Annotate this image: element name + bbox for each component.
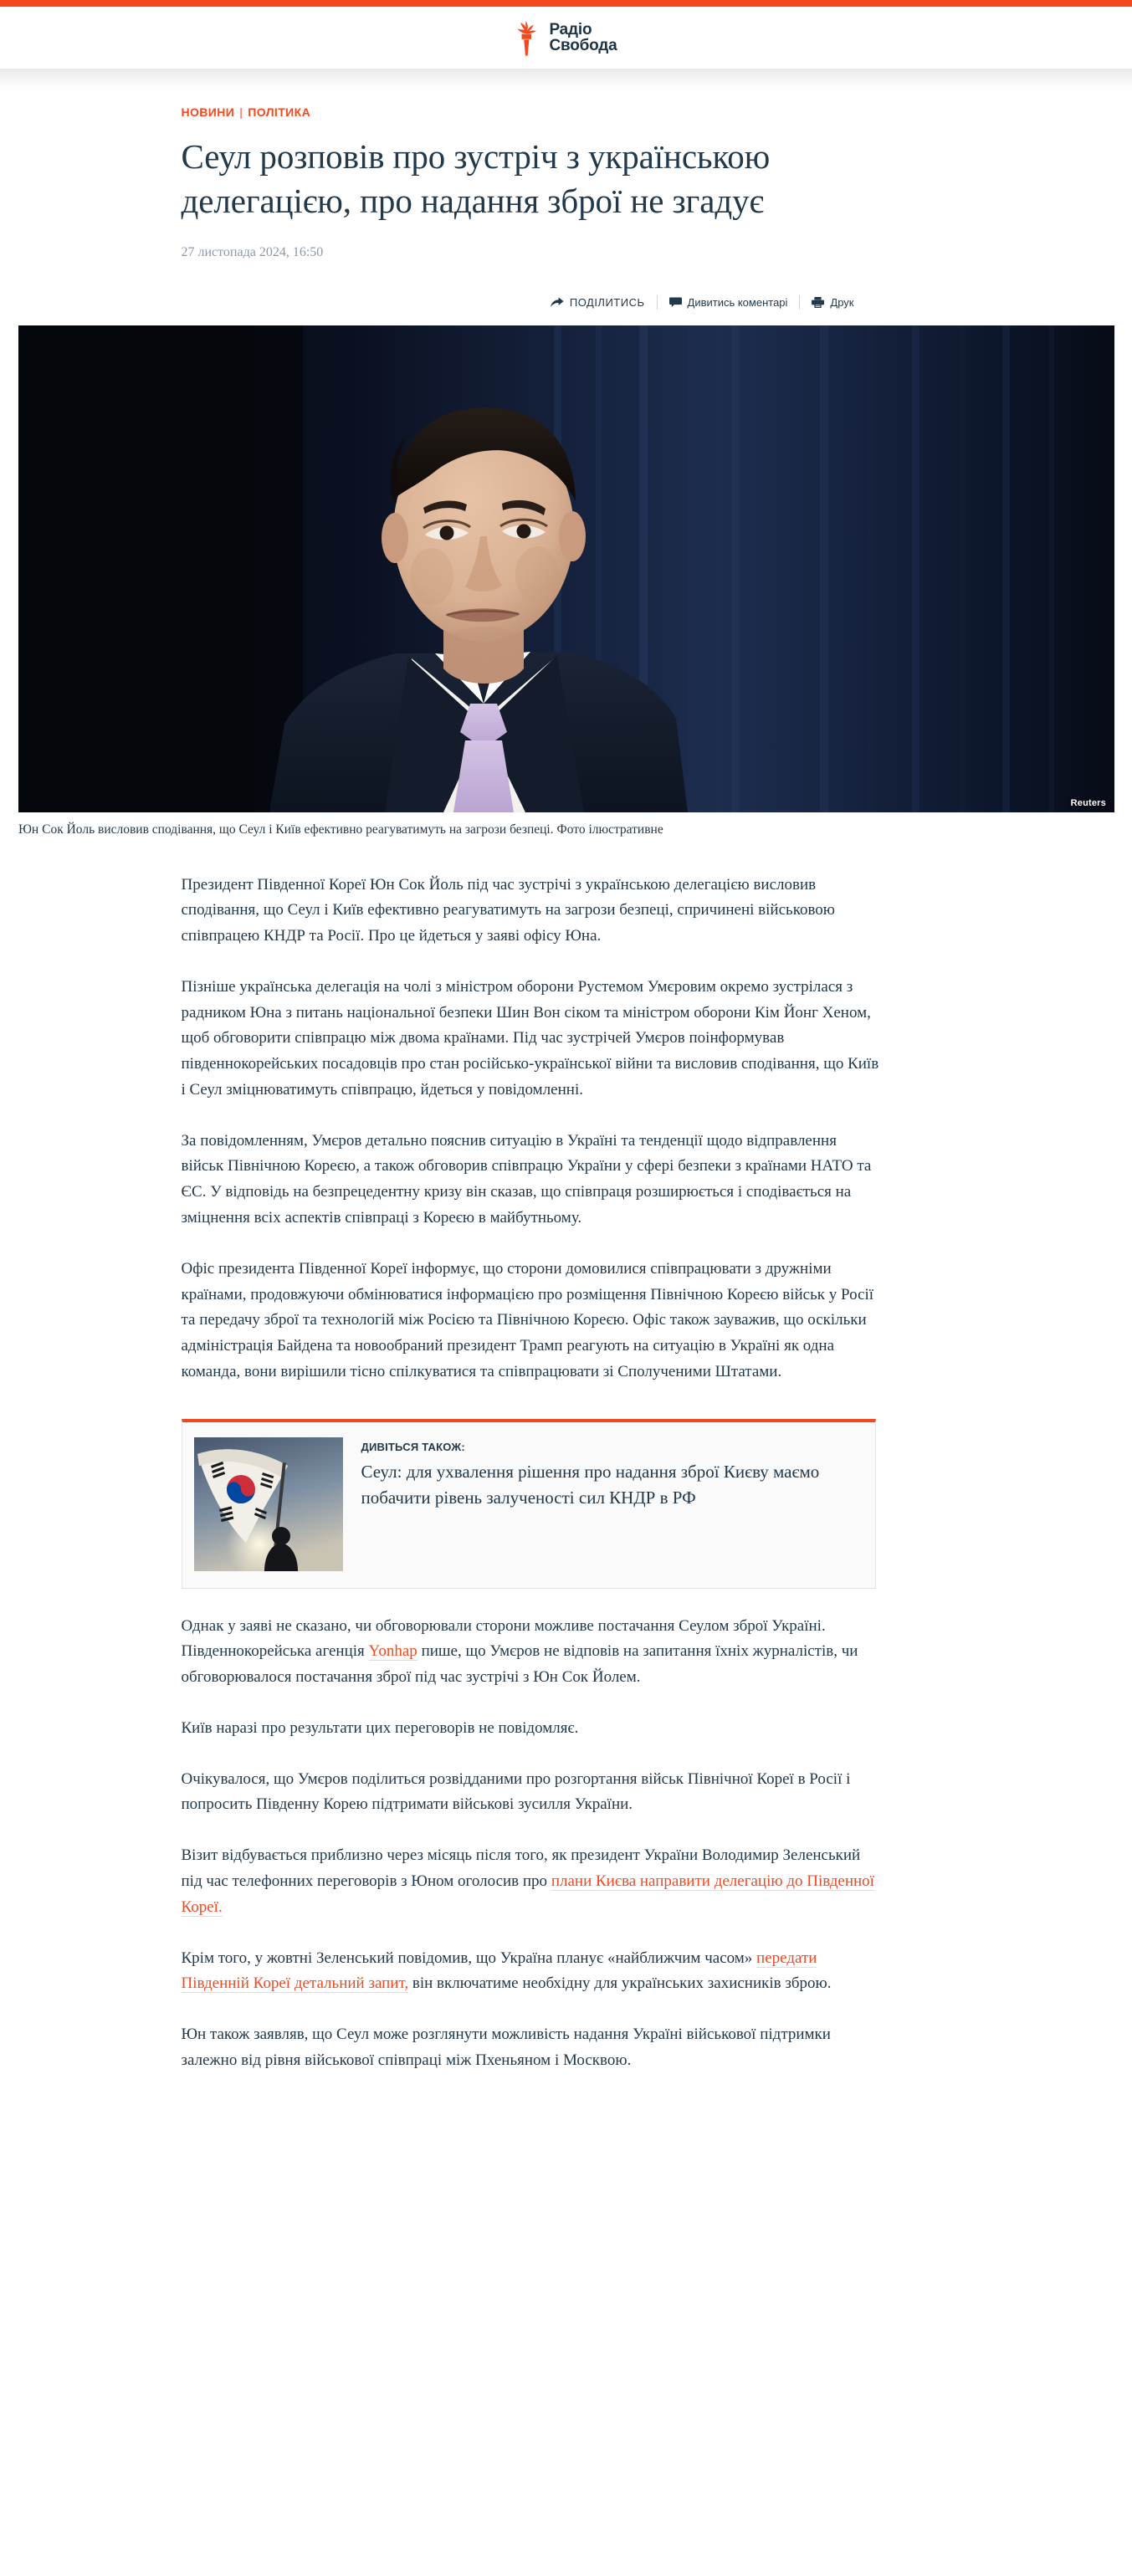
article-text [173,873,960,2074]
paragraph-text: він включатиме необхідну для українських захисників зброю. [408,1974,832,1993]
paragraph [182,1716,880,1742]
photo-credit: Reuters [1070,797,1106,808]
paragraph [182,1614,880,1691]
related-article-thumbnail [194,1437,343,1571]
yonhap-link[interactable]: Yonhap [368,1642,417,1661]
detailed-request-link[interactable]: передати Південній Кореї детальний запит, [181,1949,817,1993]
publish-date: 27 листопада 2024, 16:50 [181,244,324,259]
hero-caption: Юн Сок Йоль висловив сподівання, що Сеул і Київ ефективно реагуватимуть на загрози безпеці. Фото ілюстративне [18,822,663,837]
paragraph [182,1946,880,1998]
south-korea-flag-image [194,1437,343,1571]
paragraph-text: Однак у заяві не сказано, чи обговорювали сторони можливе постачання Сеулом зброї Україні. Південнокорейська агенція [181,1616,826,1661]
related-article-title[interactable]: Сеул: для ухвалення рішення про надання зброї Києву маємо побачити рівень залученості сил КНДР в РФ [361,1461,820,1508]
logo-line-2: Свобода [549,37,617,54]
print-button-label: Друк [830,295,854,309]
top-accent-bar [0,0,1132,7]
comment-bubble-icon [669,297,682,307]
paragraph-text: Президент Південної Кореї Юн Сок Йоль під час зустрічі з українською делегацією висловив сподівання, що Сеул і Київ ефективно реагуватимуть на загрози безпеці, спричинені військовою співпрацею КНДР та Росії. Про це йдеться у заяві офісу Юна. [181,875,836,945]
print-button[interactable] [800,296,865,309]
comments-button[interactable] [658,296,800,309]
comments-button-label: Дивитись коментарі [687,295,788,309]
share-arrow-icon [551,297,564,308]
paragraph-text: пише, що Умєров не відповів на запитання їхніх журналістів, чи обговорювалося постачання зброї під час зустрічі з Юн Сок Йолем. [181,1642,858,1687]
paragraph [182,1129,880,1232]
breadcrumb-section-politics[interactable]: ПОЛІТИКА [248,105,311,119]
paragraph [182,873,880,950]
breadcrumb-section-news[interactable]: НОВИНИ [181,105,235,119]
paragraph-text: Юн також заявляв, що Сеул може розглянути можливість надання Україні військової підтримки залежно від рівня військової співпраці між Пхеньяном і Москвою. [181,2025,831,2069]
masthead-divider-strip [0,69,1132,90]
paragraph-text: Пізніше українська делегація на чолі з міністром оборони Рустемом Умєровим окремо зустрілася з радником Юна з питань національної безпеки Шин Вон сіком та міністром оборони Кім Йонг Хеном, щоб обговорити співпрацю між двома країнами. Під час зустрічей Умєров поінформував південнокорейських посадовців про стан російсько-української війни та висловив сподівання, що Київ і Сеул зміцнюватимуть співпрацю, йдеться у повідомленні. [181,977,879,1099]
paragraph [182,1843,880,1920]
torch-flame-icon [515,18,543,57]
share-button-label: ПОДІЛИТИСЬ [569,295,645,309]
hero-image [18,325,1114,812]
paragraph [182,975,880,1104]
paragraph [182,1767,880,1819]
printer-icon [812,297,824,308]
logo-line-1: Радіо [549,20,592,38]
site-logo[interactable] [515,18,617,57]
share-bar [182,295,960,310]
related-article-card[interactable] [182,1419,876,1589]
page-title: Сеул розповів про зустріч з українською делегацією, про надання зброї не згадує [181,137,771,221]
article-body [0,105,1132,2107]
paragraph-text: За повідомленням, Умєров детально пояснив ситуацію в Україні та тенденції щодо відправлення військ Північною Кореєю, а також обговорив співпрацю України у сфері безпеки з країнами НАТО та ЄС. У відповідь на безпрецедентну кризу він сказав, що співпраця розширюється і сподівається на зміцнення всіх аспектів співпраці з Кореєю в майбутньому. [181,1131,872,1227]
breadcrumb [182,105,960,119]
paragraph [182,1257,880,1385]
related-article-body [361,1437,830,1571]
paragraph-text: Візит відбувається приблизно через місяць після того, як президент України Володимир Зеленський під час телефонних переговорів з Юном оголосив про [181,1846,861,1890]
paragraph-text: Крім того, у жовтні Зеленський повідомив, що Україна планує «найближчим часом» [181,1949,757,1967]
kyiv-delegation-link[interactable]: плани Києва направити делегацію до Південної Кореї. [181,1872,874,1916]
breadcrumb-separator: | [239,105,243,119]
paragraph-text: Очікувалося, що Умєров поділиться розвідданими про розгортання військ Північної Кореї в Росії і попросить Південну Корею підтримати військові зусилля України. [181,1769,851,1814]
site-masthead [0,7,1132,69]
related-article-kicker: ДИВІТЬСЯ ТАКОЖ: [361,1440,465,1453]
share-button[interactable] [539,296,657,309]
paragraph-text: Офіс президента Південної Кореї інформує, що сторони домовилися співпрацювати з дружніми країнами, продовжуючи обмінюватися інформацією про розміщення Північною Кореєю військ у Росії та передачу зброї та технологій між Росією та Північною Кореєю. Офіс також зауважив, що оскільки адміністрація Байдена та новообраний президент Трамп реагують на ситуацію в Україні як одна команда, вони вирішили тісно спілкуватися та співпрацювати зі Сполученими Штатами. [181,1259,874,1380]
paragraph [182,2022,880,2074]
paragraph-text: Київ наразі про результати цих переговорів не повідомляє. [181,1718,579,1737]
hero-photo-yoon-suk-yeol [18,325,1114,812]
